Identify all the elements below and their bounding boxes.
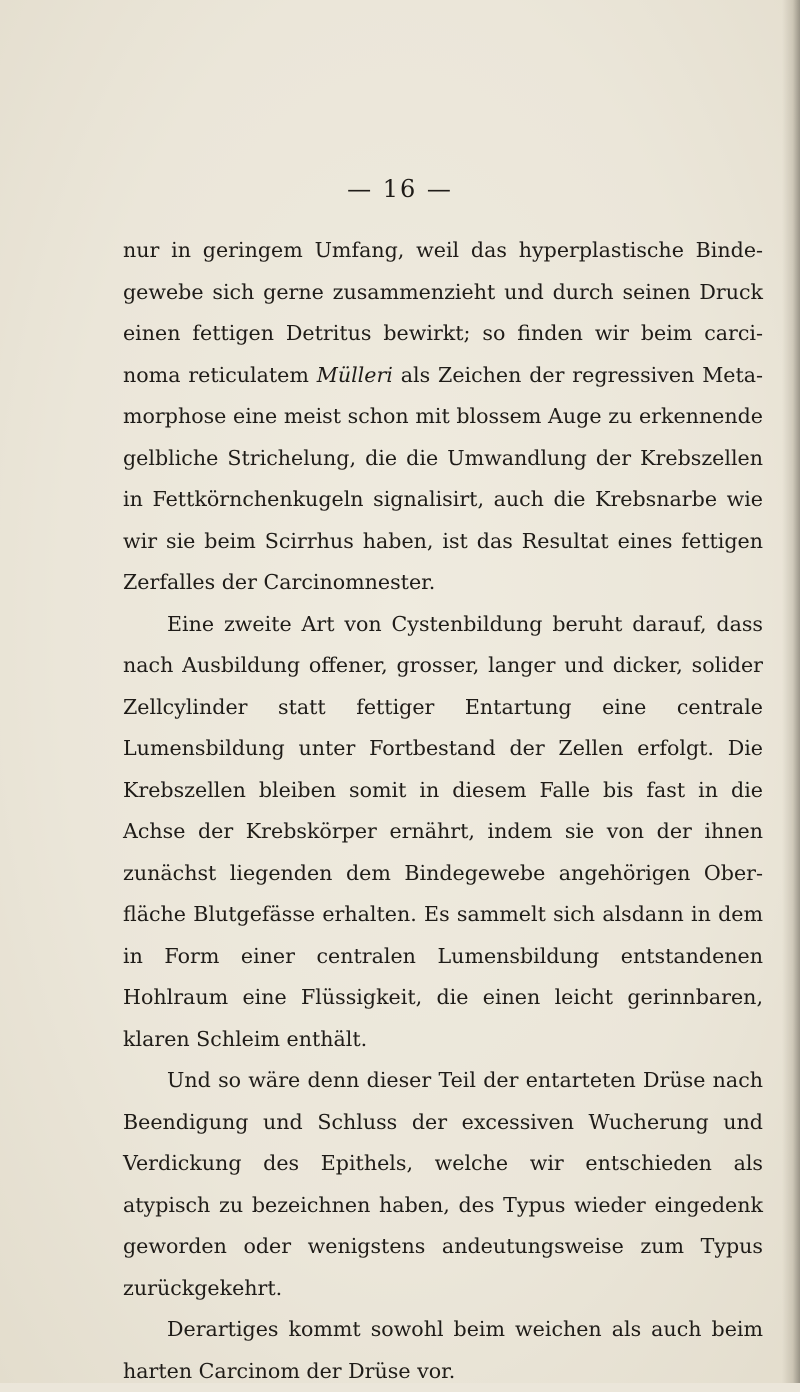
- paragraph-4: [123, 1309, 763, 1392]
- text-segment: Eine zweite Art von Cystenbildung beruht darauf, dass nach Ausbildung offener, grosser, langer und dicker, solider Zellcylinder statt fettiger Entartung eine centrale Lumensbildung unter Fortbestand der Zellen erfolgt. Die Krebszellen bleiben somit in diesem Falle bis fast in die Achse der Krebskörper ernährt, indem sie von der ihnen zunächst liegenden dem Bindegewebe angehörigen Oberfläche Blutgefässe erhalten. Es sammelt sich alsdann in dem in Form einer centralen Lumensbildung entstandenen Hohlraum eine Flüssigkeit, die einen leicht gerinnbaren, klaren Schleim enthält.: [123, 611, 763, 1051]
- text-segment: Derartiges kommt sowohl beim weichen als auch beim harten Carcinom der Drüse vor.: [123, 1317, 763, 1383]
- text-segment: als Zeichen der regressiven Metamorphose eine meist schon mit blossem Auge zu erkennende gelbliche Strichelung, die die Umwandlung der Krebszellen in Fettkörnchenkugeln signalisirt, auch die Krebsnarbe wie wir sie beim Scirrhus haben, ist das Resultat eines fettigen Zerfalles der Carcinomnester.: [123, 362, 763, 594]
- page-edge-shadow: [782, 0, 800, 1383]
- paragraph-3: [123, 1060, 763, 1309]
- text-segment: Und so wäre denn dieser Teil der entarteten Drüse nach Beendigung und Schluss der excessiven Wucherung und Verdickung des Epithels, welche wir entschieden als atypisch zu bezeichnen haben, des Typus wieder eingedenk geworden oder wenigstens andeutungsweise zum Typus zurückgekehrt.: [123, 1068, 763, 1300]
- text-segment: nur in geringem Umfang, weil das hyperplastische Bindegewebe sich gerne zusammenzieht und durch seinen Druck einen fettigen Detritus bewirkt; so finden wir beim carcinoma reticulatem: [123, 238, 763, 387]
- text-segment-italic: Mülleri: [316, 362, 393, 387]
- paragraph-1: [123, 230, 763, 604]
- paragraph-2: [123, 604, 763, 1061]
- page-number: — 16 —: [347, 175, 453, 203]
- body-text: [123, 230, 763, 1392]
